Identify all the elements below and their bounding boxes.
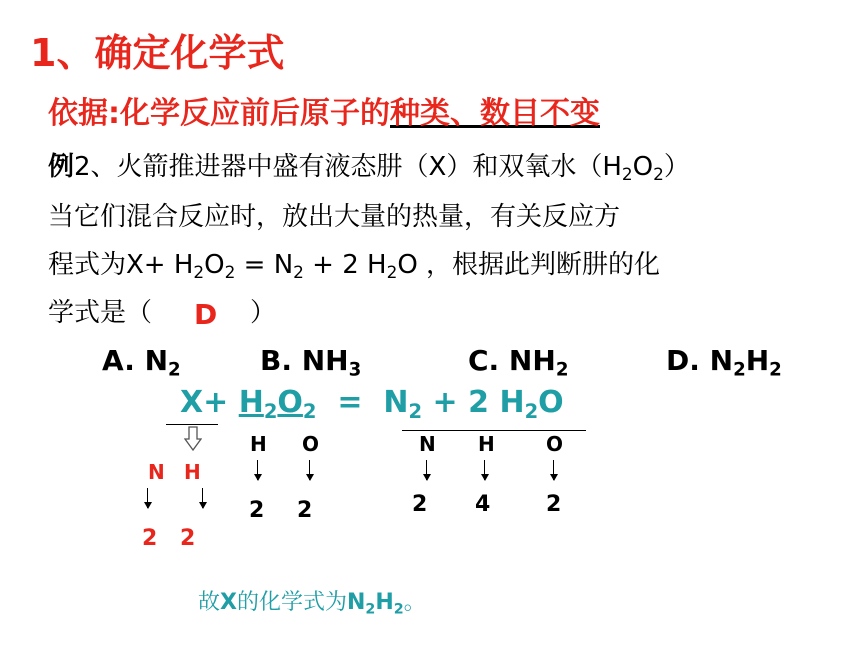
question-prefix: 例 bbox=[48, 152, 75, 182]
hollow-down-arrow-icon bbox=[184, 426, 202, 452]
arrow-down-icon bbox=[553, 460, 554, 480]
arrow-down-icon bbox=[484, 460, 485, 480]
text: H bbox=[745, 344, 770, 377]
sub: 2 bbox=[168, 359, 181, 381]
text: B. NH bbox=[260, 344, 349, 377]
sub: 2 bbox=[621, 164, 633, 185]
question-line1-text: 2、火箭推进器中盛有液态肼（X）和双氧水（H bbox=[74, 152, 622, 182]
text: ） bbox=[663, 152, 690, 182]
sub: 2 bbox=[733, 359, 746, 381]
sub: 2 bbox=[524, 399, 539, 423]
text: A. N bbox=[102, 344, 169, 377]
sub: 2 bbox=[408, 399, 423, 423]
text: = bbox=[316, 385, 384, 420]
question-line-4 bbox=[48, 292, 152, 329]
x-count-h: 2 bbox=[180, 526, 196, 551]
question-line-2: 当它们混合反应时，放出大量的热量，有关反应方 bbox=[48, 202, 621, 232]
sub: 2 bbox=[769, 359, 782, 381]
conclusion bbox=[198, 585, 426, 616]
text: 故 bbox=[198, 590, 221, 615]
principle-part2: 种类、数目不变 bbox=[390, 96, 600, 131]
sub: 2 bbox=[263, 399, 278, 423]
product-atom-h: H bbox=[478, 432, 495, 456]
text: N bbox=[383, 385, 409, 420]
answer-letter: D bbox=[194, 298, 218, 331]
question-line-3 bbox=[48, 244, 660, 281]
text: O bbox=[538, 385, 564, 420]
principle-part1: 依据:化学反应前后原子的 bbox=[48, 96, 390, 131]
h2o2-atom-h: H bbox=[250, 432, 267, 456]
question-line-1 bbox=[48, 146, 690, 183]
equation bbox=[180, 385, 564, 423]
arrow-down-icon bbox=[426, 460, 427, 480]
sub: 2 bbox=[302, 399, 317, 423]
products-underline bbox=[402, 430, 586, 431]
arrow-down-icon bbox=[202, 488, 203, 508]
sub: 2 bbox=[365, 601, 376, 618]
arrow-down-icon bbox=[309, 460, 310, 480]
product-count-o: 2 bbox=[546, 492, 562, 517]
sub: 2 bbox=[224, 262, 236, 283]
text: 程式为X+ H bbox=[48, 250, 194, 280]
text: + 2 H bbox=[422, 385, 525, 420]
text: H bbox=[238, 385, 264, 420]
equation-h2o2 bbox=[238, 385, 317, 423]
option-c[interactable] bbox=[468, 344, 569, 381]
product-atom-n: N bbox=[419, 432, 436, 456]
sub: 2 bbox=[293, 262, 304, 283]
text: O bbox=[277, 385, 303, 420]
h2o2-count-h: 2 bbox=[249, 498, 265, 523]
text: O ，根据此判断肼的化 bbox=[397, 250, 661, 280]
option-b[interactable] bbox=[260, 344, 362, 381]
h2o2-count-o: 2 bbox=[297, 498, 313, 523]
x-atom-h: H bbox=[184, 460, 201, 484]
x-underline bbox=[166, 424, 218, 425]
product-count-h: 4 bbox=[475, 492, 491, 517]
arrow-down-icon bbox=[257, 460, 258, 480]
sub: 2 bbox=[386, 262, 398, 283]
option-a[interactable] bbox=[102, 344, 181, 381]
sub: 2 bbox=[653, 164, 664, 185]
x-atom-n: N bbox=[148, 460, 165, 484]
text: 学式是（ bbox=[48, 298, 153, 328]
text: X bbox=[220, 590, 237, 615]
sub: 2 bbox=[555, 359, 569, 381]
section-title: 1、确定化学式 bbox=[30, 31, 285, 75]
text: 的化学式为 bbox=[236, 590, 347, 615]
sub: 3 bbox=[348, 359, 362, 381]
text: X+ bbox=[180, 385, 239, 420]
text: = N bbox=[235, 250, 294, 280]
sub: 2 bbox=[393, 601, 404, 618]
question-close-paren: ） bbox=[250, 298, 277, 328]
option-d[interactable] bbox=[666, 344, 782, 381]
text: O bbox=[632, 152, 654, 182]
text: C. NH bbox=[468, 344, 556, 377]
text: N bbox=[347, 590, 366, 615]
text: H bbox=[375, 590, 394, 615]
h2o2-atom-o: O bbox=[302, 432, 320, 456]
product-atom-o: O bbox=[546, 432, 564, 456]
text: O bbox=[204, 250, 225, 280]
text: 。 bbox=[403, 590, 426, 615]
x-count-n: 2 bbox=[142, 526, 158, 551]
text: D. N bbox=[666, 344, 734, 377]
principle-line bbox=[48, 88, 600, 132]
text: + 2 H bbox=[303, 250, 387, 280]
product-count-n: 2 bbox=[412, 492, 428, 517]
arrow-down-icon bbox=[147, 488, 148, 508]
sub: 2 bbox=[193, 262, 205, 283]
